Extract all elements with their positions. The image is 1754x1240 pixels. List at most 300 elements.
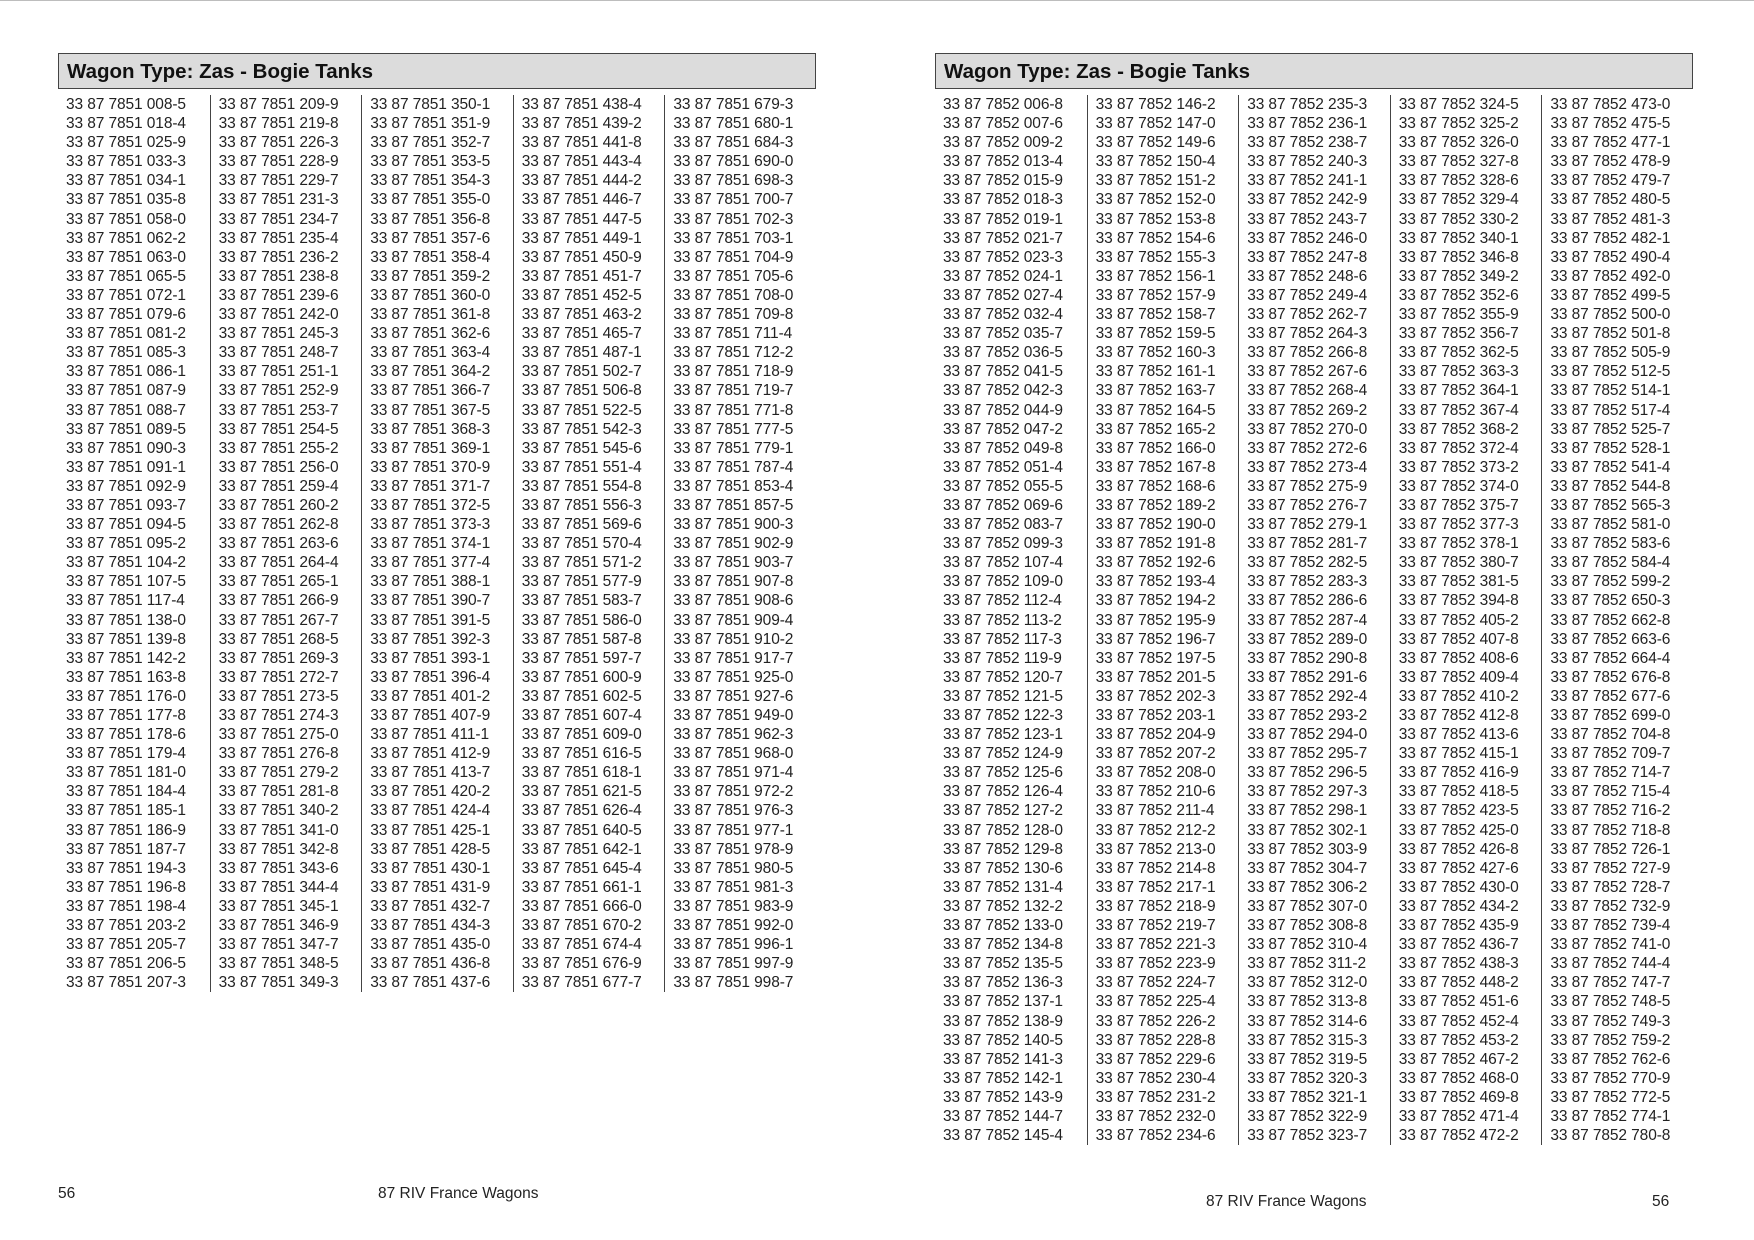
- wagon-number: 33 87 7851 586-0: [521, 611, 642, 629]
- wagon-number: 33 87 7851 263-6: [218, 535, 339, 553]
- wagon-number: 33 87 7852 268-4: [1247, 382, 1368, 400]
- wagon-column: [1390, 95, 1542, 1145]
- wagon-number: 33 87 7852 127-2: [943, 802, 1063, 820]
- wagon-number: 33 87 7851 236-2: [218, 248, 339, 266]
- wagon-number: 33 87 7851 413-7: [370, 764, 491, 782]
- wagon-number: 33 87 7851 179-4: [66, 745, 186, 763]
- wagon-number: 33 87 7852 423-5: [1398, 802, 1519, 820]
- wagon-number: 33 87 7852 212-2: [1095, 821, 1216, 839]
- wagon-number: 33 87 7852 329-4: [1398, 191, 1519, 209]
- wagon-number: 33 87 7851 996-1: [673, 936, 794, 954]
- wagon-number: 33 87 7852 112-4: [943, 592, 1062, 610]
- wagon-number: 33 87 7851 117-4: [66, 592, 185, 610]
- wagon-number: 33 87 7852 517-4: [1550, 401, 1671, 419]
- wagon-number: 33 87 7852 381-5: [1398, 573, 1519, 591]
- wagon-number: 33 87 7851 393-1: [370, 649, 491, 667]
- wagon-number: 33 87 7852 141-3: [943, 1050, 1063, 1068]
- wagon-number: 33 87 7851 680-1: [673, 115, 794, 133]
- wagon-number: 33 87 7852 394-8: [1398, 592, 1519, 610]
- wagon-number: 33 87 7852 219-7: [1095, 917, 1216, 935]
- wagon-number: 33 87 7852 158-7: [1095, 306, 1216, 324]
- wagon-number: 33 87 7852 137-1: [943, 993, 1063, 1011]
- wagon-number: 33 87 7852 195-9: [1095, 611, 1216, 629]
- wagon-number: 33 87 7851 205-7: [66, 936, 186, 954]
- wagon-number: 33 87 7852 130-6: [943, 859, 1063, 877]
- wagon-number: 33 87 7851 253-7: [218, 401, 339, 419]
- wagon-number: 33 87 7852 355-9: [1398, 306, 1519, 324]
- wagon-number: 33 87 7852 236-1: [1247, 115, 1368, 133]
- wagon-number: 33 87 7851 372-5: [370, 496, 491, 514]
- wagon-number: 33 87 7851 185-1: [66, 802, 186, 820]
- wagon-number: 33 87 7851 252-9: [218, 382, 339, 400]
- wagon-number: 33 87 7851 992-0: [673, 917, 794, 935]
- wagon-number: 33 87 7852 718-8: [1550, 821, 1671, 839]
- wagon-number: 33 87 7852 409-4: [1398, 668, 1519, 686]
- wagon-number: 33 87 7852 147-0: [1095, 115, 1216, 133]
- wagon-number-table: [58, 95, 816, 992]
- wagon-number: 33 87 7852 210-6: [1095, 783, 1216, 801]
- wagon-number: 33 87 7851 367-5: [370, 401, 491, 419]
- wagon-number: 33 87 7852 163-7: [1095, 382, 1216, 400]
- wagon-number: 33 87 7851 556-3: [521, 496, 642, 514]
- wagon-number: 33 87 7852 142-1: [943, 1069, 1063, 1087]
- wagon-number: 33 87 7851 187-7: [66, 840, 186, 858]
- wagon-number: 33 87 7852 161-1: [1095, 363, 1216, 381]
- wagon-number: 33 87 7852 009-2: [943, 134, 1063, 152]
- wagon-number: 33 87 7851 344-4: [218, 878, 339, 896]
- wagon-number: 33 87 7851 353-5: [370, 153, 491, 171]
- wagon-number: 33 87 7851 363-4: [370, 344, 491, 362]
- wagon-number: 33 87 7851 196-8: [66, 878, 186, 896]
- wagon-number: 33 87 7852 213-0: [1095, 840, 1216, 858]
- wagon-number: 33 87 7851 432-7: [370, 897, 491, 915]
- wagon-number: 33 87 7852 306-2: [1247, 878, 1368, 896]
- wagon-number: 33 87 7852 275-9: [1247, 477, 1368, 495]
- wagon-number: 33 87 7852 146-2: [1095, 96, 1216, 113]
- wagon-number: 33 87 7852 159-5: [1095, 325, 1216, 343]
- wagon-number: 33 87 7852 352-6: [1398, 286, 1519, 304]
- wagon-number: 33 87 7851 980-5: [673, 859, 794, 877]
- wagon-number: 33 87 7851 370-9: [370, 458, 491, 476]
- wagon-number: 33 87 7852 027-4: [943, 286, 1063, 304]
- wagon-number: 33 87 7852 475-5: [1550, 115, 1671, 133]
- wagon-number: 33 87 7852 544-8: [1550, 477, 1671, 495]
- wagon-number: 33 87 7851 621-5: [521, 783, 642, 801]
- wagon-number: 33 87 7852 069-6: [943, 496, 1063, 514]
- wagon-number: 33 87 7852 739-4: [1550, 917, 1671, 935]
- wagon-number: 33 87 7852 499-5: [1550, 286, 1671, 304]
- wagon-number: 33 87 7851 577-9: [521, 573, 642, 591]
- wagon-number: 33 87 7852 267-6: [1247, 363, 1368, 381]
- wagon-number: 33 87 7852 297-3: [1247, 783, 1368, 801]
- wagon-number: 33 87 7851 275-0: [218, 726, 339, 744]
- wagon-number: 33 87 7852 145-4: [943, 1127, 1063, 1145]
- wagon-number: 33 87 7852 204-9: [1095, 726, 1216, 744]
- wagon-number: 33 87 7851 443-4: [521, 153, 642, 171]
- wagon-number: 33 87 7852 762-6: [1550, 1050, 1671, 1068]
- wagon-number: 33 87 7852 152-0: [1095, 191, 1216, 209]
- wagon-number: 33 87 7851 977-1: [673, 821, 794, 839]
- wagon-number: 33 87 7852 330-2: [1398, 210, 1519, 228]
- wagon-number: 33 87 7851 907-8: [673, 573, 794, 591]
- wagon-number: 33 87 7852 024-1: [943, 267, 1063, 285]
- wagon-number: 33 87 7852 328-6: [1398, 172, 1519, 190]
- wagon-number: 33 87 7852 021-7: [943, 229, 1063, 247]
- wagon-number: 33 87 7851 095-2: [66, 535, 186, 553]
- wagon-number: 33 87 7852 273-4: [1247, 458, 1368, 476]
- wagon-number: 33 87 7851 902-9: [673, 535, 794, 553]
- wagon-number: 33 87 7851 184-4: [66, 783, 186, 801]
- wagon-number: 33 87 7852 319-5: [1247, 1050, 1368, 1068]
- wagon-number: 33 87 7852 190-0: [1095, 516, 1216, 534]
- wagon-number: 33 87 7851 425-1: [370, 821, 491, 839]
- wagon-number: 33 87 7852 133-0: [943, 917, 1063, 935]
- wagon-number: 33 87 7852 295-7: [1247, 745, 1368, 763]
- wagon-number: 33 87 7851 239-6: [218, 286, 339, 304]
- wagon-number: 33 87 7852 221-3: [1095, 936, 1216, 954]
- wagon-number: 33 87 7851 086-1: [66, 363, 186, 381]
- wagon-number: 33 87 7852 138-9: [943, 1012, 1063, 1030]
- wagon-number: 33 87 7852 230-4: [1095, 1069, 1216, 1087]
- wagon-number: 33 87 7851 357-6: [370, 229, 491, 247]
- wagon-number: 33 87 7852 269-2: [1247, 401, 1368, 419]
- wagon-number: 33 87 7851 439-2: [521, 115, 642, 133]
- wagon-number: 33 87 7852 153-8: [1095, 210, 1216, 228]
- wagon-number: 33 87 7851 702-3: [673, 210, 794, 228]
- wagon-number: 33 87 7852 223-9: [1095, 955, 1216, 973]
- wagon-number: 33 87 7851 444-2: [521, 172, 642, 190]
- wagon-number: 33 87 7851 719-7: [673, 382, 794, 400]
- wagon-number: 33 87 7852 128-0: [943, 821, 1063, 839]
- wagon-number: 33 87 7852 471-4: [1398, 1107, 1519, 1125]
- wagon-number: 33 87 7852 467-2: [1398, 1050, 1519, 1068]
- wagon-number: 33 87 7851 348-5: [218, 955, 339, 973]
- wagon-number: 33 87 7852 283-3: [1247, 573, 1368, 591]
- wagon-number: 33 87 7852 228-8: [1095, 1031, 1216, 1049]
- wagon-number: 33 87 7851 350-1: [370, 96, 491, 113]
- wagon-number: 33 87 7851 178-6: [66, 726, 186, 744]
- wagon-number: 33 87 7852 164-5: [1095, 401, 1216, 419]
- wagon-number: 33 87 7852 362-5: [1398, 344, 1519, 362]
- wagon-number: 33 87 7852 243-7: [1247, 210, 1368, 228]
- wagon-number: 33 87 7851 981-3: [673, 878, 794, 896]
- wagon-number: 33 87 7851 373-3: [370, 516, 491, 534]
- wagon-number: 33 87 7852 155-3: [1095, 248, 1216, 266]
- wagon-number: 33 87 7852 363-3: [1398, 363, 1519, 381]
- wagon-number: 33 87 7852 202-3: [1095, 687, 1216, 705]
- wagon-number: 33 87 7852 320-3: [1247, 1069, 1368, 1087]
- wagon-number: 33 87 7852 036-5: [943, 344, 1063, 362]
- wagon-number: 33 87 7851 674-4: [521, 936, 642, 954]
- wagon-number: 33 87 7852 276-7: [1247, 496, 1368, 514]
- wagon-number: 33 87 7852 500-0: [1550, 306, 1671, 324]
- wagon-number: 33 87 7851 072-1: [66, 286, 186, 304]
- wagon-number: 33 87 7852 425-0: [1398, 821, 1519, 839]
- wagon-number: 33 87 7851 094-5: [66, 516, 186, 534]
- wagon-number: 33 87 7851 709-8: [673, 306, 794, 324]
- wagon-number: 33 87 7851 065-5: [66, 267, 186, 285]
- wagon-number: 33 87 7851 597-7: [521, 649, 642, 667]
- wagon-number: 33 87 7852 013-4: [943, 153, 1063, 171]
- wagon-number: 33 87 7852 224-7: [1095, 974, 1216, 992]
- wagon-number: 33 87 7852 676-8: [1550, 668, 1671, 686]
- wagon-number: 33 87 7852 247-8: [1247, 248, 1368, 266]
- wagon-number: 33 87 7852 367-4: [1398, 401, 1519, 419]
- wagon-number: 33 87 7852 759-2: [1550, 1031, 1671, 1049]
- wagon-number: 33 87 7851 424-4: [370, 802, 491, 820]
- wagon-number: 33 87 7851 272-7: [218, 668, 339, 686]
- wagon-number: 33 87 7852 434-2: [1398, 897, 1519, 915]
- wagon-number: 33 87 7852 238-7: [1247, 134, 1368, 152]
- wagon-number: 33 87 7852 340-1: [1398, 229, 1519, 247]
- page-number: 56: [58, 1185, 76, 1202]
- wagon-number: 33 87 7852 774-1: [1550, 1107, 1671, 1125]
- wagon-number: 33 87 7852 452-4: [1398, 1012, 1519, 1030]
- wagon-number: 33 87 7852 528-1: [1550, 439, 1671, 457]
- wagon-number: 33 87 7851 391-5: [370, 611, 491, 629]
- wagon-number: 33 87 7851 251-1: [218, 363, 339, 381]
- wagon-number: 33 87 7852 480-5: [1550, 191, 1671, 209]
- wagon-number: 33 87 7852 413-6: [1398, 726, 1519, 744]
- wagon-number: 33 87 7852 246-0: [1247, 229, 1368, 247]
- wagon-number: 33 87 7851 451-7: [521, 267, 642, 285]
- wagon-number: 33 87 7851 231-3: [218, 191, 339, 209]
- wagon-number: 33 87 7851 925-0: [673, 668, 794, 686]
- wagon-number: 33 87 7851 177-8: [66, 707, 186, 724]
- wagon-number: 33 87 7852 377-3: [1398, 516, 1519, 534]
- wagon-number: 33 87 7852 314-6: [1247, 1012, 1368, 1030]
- wagon-number: 33 87 7851 447-5: [521, 210, 642, 228]
- wagon-number: 33 87 7852 663-6: [1550, 630, 1671, 648]
- wagon-number: 33 87 7851 267-7: [218, 611, 339, 629]
- wagon-number: 33 87 7851 345-1: [218, 897, 339, 915]
- wagon-number: 33 87 7851 058-0: [66, 210, 186, 228]
- wagon-number: 33 87 7851 355-0: [370, 191, 491, 209]
- wagon-number: 33 87 7852 732-9: [1550, 897, 1671, 915]
- wagon-number: 33 87 7852 262-7: [1247, 306, 1368, 324]
- wagon-number: 33 87 7852 346-8: [1398, 248, 1519, 266]
- wagon-number: 33 87 7851 242-0: [218, 306, 339, 324]
- wagon-number: 33 87 7852 380-7: [1398, 554, 1519, 572]
- wagon-number: 33 87 7851 927-6: [673, 687, 794, 705]
- wagon-number: 33 87 7852 291-6: [1247, 668, 1368, 686]
- wagon-number: 33 87 7852 407-8: [1398, 630, 1519, 648]
- wagon-number: 33 87 7852 168-6: [1095, 477, 1216, 495]
- wagon-number: 33 87 7852 156-1: [1095, 267, 1216, 285]
- wagon-number: 33 87 7851 435-0: [370, 936, 491, 954]
- wagon-number: 33 87 7852 049-8: [943, 439, 1063, 457]
- wagon-number: 33 87 7852 302-1: [1247, 821, 1368, 839]
- wagon-number: 33 87 7852 117-3: [943, 630, 1062, 648]
- wagon-column: [664, 95, 816, 992]
- wagon-number: 33 87 7851 430-1: [370, 859, 491, 877]
- wagon-number: 33 87 7851 343-6: [218, 859, 339, 877]
- wagon-number: 33 87 7852 469-8: [1398, 1088, 1519, 1106]
- wagon-number: 33 87 7852 140-5: [943, 1031, 1063, 1049]
- wagon-number: 33 87 7851 104-2: [66, 554, 186, 572]
- wagon-number: 33 87 7852 308-8: [1247, 917, 1368, 935]
- wagon-number: 33 87 7851 358-4: [370, 248, 491, 266]
- wagon-number: 33 87 7852 279-1: [1247, 516, 1368, 534]
- wagon-number: 33 87 7851 771-8: [673, 401, 794, 419]
- wagon-number: 33 87 7852 290-8: [1247, 649, 1368, 667]
- wagon-number: 33 87 7851 235-4: [218, 229, 339, 247]
- wagon-number: 33 87 7852 266-8: [1247, 344, 1368, 362]
- wagon-number: 33 87 7851 908-6: [673, 592, 794, 610]
- wagon-number: 33 87 7851 176-0: [66, 687, 186, 705]
- wagon-number: 33 87 7852 650-3: [1550, 592, 1671, 610]
- wagon-number: 33 87 7852 218-9: [1095, 897, 1216, 915]
- wagon-number: 33 87 7852 741-0: [1550, 936, 1671, 954]
- wagon-number: 33 87 7851 661-1: [521, 878, 642, 896]
- page-header: Wagon Type: Zas - Bogie Tanks: [935, 53, 1693, 89]
- wagon-number: 33 87 7852 715-4: [1550, 783, 1671, 801]
- wagon-number: 33 87 7851 506-8: [521, 382, 642, 400]
- wagon-number: 33 87 7852 514-1: [1550, 382, 1671, 400]
- wagon-number: 33 87 7852 599-2: [1550, 573, 1671, 591]
- page-header: Wagon Type: Zas - Bogie Tanks: [58, 53, 816, 89]
- wagon-number: 33 87 7851 903-7: [673, 554, 794, 572]
- wagon-number: 33 87 7852 375-7: [1398, 496, 1519, 514]
- wagon-number: 33 87 7851 163-8: [66, 668, 186, 686]
- wagon-number: 33 87 7851 968-0: [673, 745, 794, 763]
- wagon-number: 33 87 7851 910-2: [673, 630, 794, 648]
- wagon-number: 33 87 7851 351-9: [370, 115, 491, 133]
- wagon-number: 33 87 7851 008-5: [66, 96, 186, 113]
- wagon-number: 33 87 7852 303-9: [1247, 840, 1368, 858]
- wagon-number: 33 87 7852 412-8: [1398, 707, 1519, 724]
- wagon-number: 33 87 7851 018-4: [66, 115, 186, 133]
- wagon-number: 33 87 7851 207-3: [66, 974, 186, 992]
- wagon-number: 33 87 7851 268-5: [218, 630, 339, 648]
- wagon-number: 33 87 7851 677-7: [521, 974, 642, 992]
- wagon-number: 33 87 7852 167-8: [1095, 458, 1216, 476]
- wagon-number: 33 87 7851 618-1: [521, 764, 642, 782]
- wagon-number: 33 87 7851 089-5: [66, 420, 186, 438]
- wagon-number: 33 87 7851 349-3: [218, 974, 339, 992]
- wagon-number: 33 87 7852 372-4: [1398, 439, 1519, 457]
- wagon-number: 33 87 7851 698-3: [673, 172, 794, 190]
- wagon-number: 33 87 7851 142-2: [66, 649, 186, 667]
- wagon-number: 33 87 7852 055-5: [943, 477, 1063, 495]
- wagon-number: 33 87 7851 465-7: [521, 325, 642, 343]
- wagon-number: 33 87 7851 248-7: [218, 344, 339, 362]
- wagon-number: 33 87 7851 273-5: [218, 687, 339, 705]
- wagon-number: 33 87 7851 609-0: [521, 726, 642, 744]
- wagon-number: 33 87 7852 405-2: [1398, 611, 1519, 629]
- wagon-number: 33 87 7851 434-3: [370, 917, 491, 935]
- wagon-number: 33 87 7852 327-8: [1398, 153, 1519, 171]
- wagon-number: 33 87 7851 700-7: [673, 191, 794, 209]
- wagon-number: 33 87 7852 160-3: [1095, 344, 1216, 362]
- wagon-number: 33 87 7852 234-6: [1095, 1127, 1216, 1145]
- wagon-number: 33 87 7851 340-2: [218, 802, 339, 820]
- wagon-number: 33 87 7851 033-3: [66, 153, 186, 171]
- wagon-number: 33 87 7851 254-5: [218, 420, 339, 438]
- wagon-number: 33 87 7852 744-4: [1550, 955, 1671, 973]
- wagon-number: 33 87 7851 025-9: [66, 134, 186, 152]
- wagon-number: 33 87 7852 525-7: [1550, 420, 1671, 438]
- wagon-number: 33 87 7852 780-8: [1550, 1127, 1671, 1145]
- wagon-number: 33 87 7852 492-0: [1550, 267, 1671, 285]
- wagon-number: 33 87 7852 326-0: [1398, 134, 1519, 152]
- wagon-number: 33 87 7852 248-6: [1247, 267, 1368, 285]
- wagon-number: 33 87 7852 129-8: [943, 840, 1063, 858]
- wagon-number: 33 87 7851 502-7: [521, 363, 642, 381]
- wagon-number: 33 87 7852 714-7: [1550, 764, 1671, 782]
- wagon-number: 33 87 7851 407-9: [370, 707, 491, 724]
- wagon-number: 33 87 7851 690-0: [673, 153, 794, 171]
- wagon-number: 33 87 7852 727-9: [1550, 859, 1671, 877]
- wagon-number: 33 87 7851 392-3: [370, 630, 491, 648]
- wagon-number: 33 87 7852 298-1: [1247, 802, 1368, 820]
- wagon-number: 33 87 7852 481-3: [1550, 210, 1671, 228]
- wagon-number: 33 87 7852 136-3: [943, 974, 1063, 992]
- wagon-number: 33 87 7852 472-2: [1398, 1127, 1519, 1145]
- wagon-number: 33 87 7851 269-3: [218, 649, 339, 667]
- wagon-number: 33 87 7851 035-8: [66, 191, 186, 209]
- wagon-number: 33 87 7851 616-5: [521, 745, 642, 763]
- wagon-number: 33 87 7852 035-7: [943, 325, 1063, 343]
- wagon-number: 33 87 7851 412-9: [370, 745, 491, 763]
- wagon-column: [210, 95, 362, 992]
- wagon-number: 33 87 7851 542-3: [521, 420, 642, 438]
- wagon-number: 33 87 7851 186-9: [66, 821, 186, 839]
- wagon-number: 33 87 7851 428-5: [370, 840, 491, 858]
- wagon-number: 33 87 7852 716-2: [1550, 802, 1671, 820]
- wagon-number: 33 87 7852 364-1: [1398, 382, 1519, 400]
- wagon-number: 33 87 7852 296-5: [1247, 764, 1368, 782]
- wagon-number: 33 87 7852 044-9: [943, 401, 1063, 419]
- wagon-number: 33 87 7852 225-4: [1095, 993, 1216, 1011]
- wagon-number: 33 87 7852 240-3: [1247, 153, 1368, 171]
- wagon-number: 33 87 7851 718-9: [673, 363, 794, 381]
- wagon-number: 33 87 7851 181-0: [66, 764, 186, 782]
- wagon-number: 33 87 7851 962-3: [673, 726, 794, 744]
- wagon-number: 33 87 7852 226-2: [1095, 1012, 1216, 1030]
- wagon-number: 33 87 7851 063-0: [66, 248, 186, 266]
- wagon-number: 33 87 7852 201-5: [1095, 668, 1216, 686]
- wagon-number: 33 87 7851 441-8: [521, 134, 642, 152]
- wagon-number: 33 87 7852 747-7: [1550, 974, 1671, 992]
- wagon-number: 33 87 7851 436-8: [370, 955, 491, 973]
- wagon-number: 33 87 7852 583-6: [1550, 535, 1671, 553]
- wagon-number: 33 87 7852 728-7: [1550, 878, 1671, 896]
- wagon-number: 33 87 7851 704-9: [673, 248, 794, 266]
- wagon-number: 33 87 7851 857-5: [673, 496, 794, 514]
- wagon-number: 33 87 7852 051-4: [943, 458, 1063, 476]
- wagon-number: 33 87 7852 324-5: [1398, 96, 1519, 113]
- wagon-number: 33 87 7852 418-5: [1398, 783, 1519, 801]
- wagon-number: 33 87 7851 371-7: [370, 477, 491, 495]
- wagon-number: 33 87 7852 015-9: [943, 172, 1063, 190]
- wagon-number: 33 87 7852 323-7: [1247, 1127, 1368, 1145]
- wagon-number: 33 87 7851 226-3: [218, 134, 339, 152]
- wagon-number: 33 87 7851 079-6: [66, 306, 186, 324]
- wagon-number: 33 87 7852 501-8: [1550, 325, 1671, 343]
- wagon-number: 33 87 7852 453-2: [1398, 1031, 1519, 1049]
- wagon-number: 33 87 7851 347-7: [218, 936, 339, 954]
- wagon-number: 33 87 7852 203-1: [1095, 707, 1216, 724]
- wagon-number: 33 87 7852 191-8: [1095, 535, 1216, 553]
- wagon-number: 33 87 7852 119-9: [943, 649, 1062, 667]
- wagon-number: 33 87 7852 726-1: [1550, 840, 1671, 858]
- wagon-number: 33 87 7851 274-3: [218, 707, 339, 724]
- wagon-number: 33 87 7852 231-2: [1095, 1088, 1216, 1106]
- wagon-number: 33 87 7852 192-6: [1095, 554, 1216, 572]
- wagon-number: 33 87 7851 388-1: [370, 573, 491, 591]
- wagon-number: 33 87 7851 917-7: [673, 649, 794, 667]
